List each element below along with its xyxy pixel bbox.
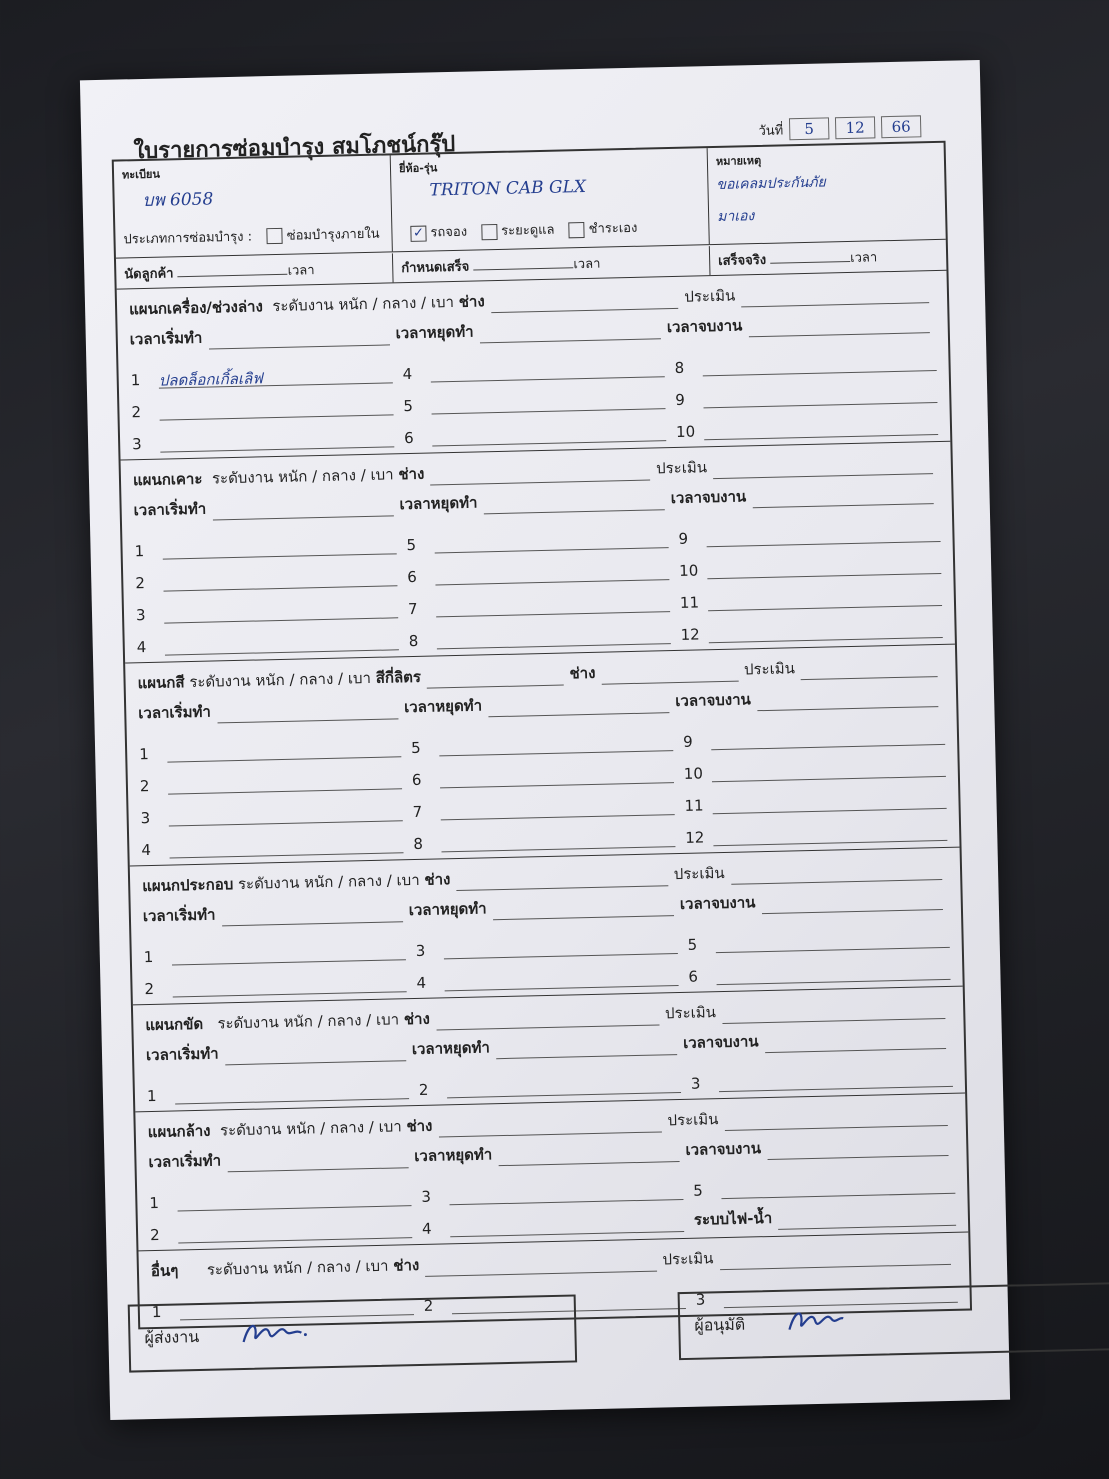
body-item-4[interactable] [165, 635, 399, 655]
polish-item-3[interactable] [719, 1072, 953, 1092]
engine-item-6[interactable] [432, 426, 666, 446]
approver-box [678, 1282, 1109, 1360]
section-assembly: แผนกประกอบ ระดับงาน หนัก / กลาง / เบา ช่าง ประเมิน เวลาเริ่มทำ เวลาหยุดทำ เวลาจบงาน 1 3 5 2 4 6 [130, 848, 963, 1006]
end-label: เวลาจบงาน [670, 487, 747, 508]
eval-label: ประเมิน [662, 1249, 714, 1269]
stop-label: เวลาหยุดทำ [399, 493, 478, 514]
level-options: หนัก / กลาง / เบา [338, 292, 455, 314]
brand-label: ยี่ห้อ-รุ่น [398, 161, 438, 176]
eval-label: ประเมิน [667, 1110, 719, 1130]
section-name: อื่นๆ [150, 1261, 179, 1281]
section-engine: แผนกเครื่อง/ช่วงล่าง ระดับงาน หนัก / กลาง / เบา ช่าง ประเมิน เวลาเริ่มทำ เวลาหยุดทำ เวลาจบงาน 1 ปลดล็อกเกิ้ลเลิฟ 4 8 2 5 9 3 6 10 [117, 271, 951, 461]
tech-label: ช่าง [458, 292, 485, 311]
level-options: หนัก / กลาง / เบา [255, 668, 372, 690]
section-polish: แผนกขัด ระดับงาน หนัก / กลาง / เบา ช่าง ประเมิน เวลาเริ่มทำ เวลาหยุดทำ เวลาจบงาน 1 2 3 [133, 987, 965, 1113]
eval-label: ประเมิน [673, 863, 725, 884]
tech-label: ช่าง [406, 1116, 433, 1136]
brand-value: TRITON CAB GLX [429, 176, 587, 201]
date-label: วันที่ [758, 122, 784, 139]
section-name: แผนกประกอบ [142, 875, 234, 896]
checkbox-care[interactable] [481, 223, 497, 239]
vehicle-row [114, 143, 946, 259]
end-label: เวลาจบงาน [682, 1032, 759, 1052]
start-label: เวลาเริ่มทำ [138, 702, 212, 723]
level-label: ระดับงาน [219, 1120, 282, 1140]
end-label: เวลาจบงาน [679, 893, 756, 913]
level-label: ระดับงาน [211, 468, 274, 488]
sender-label: ผู้ส่งงาน [144, 1326, 200, 1347]
section-wash: แผนกล้าง ระดับงาน หนัก / กลาง / เบา ช่าง ประเมิน เวลาเริ่มทำ เวลาหยุดทำ เวลาจบงาน 1 3 5 2 4 ระบบไฟ-น้ำ [135, 1094, 968, 1252]
body-item-8[interactable] [437, 629, 671, 649]
eval-label: ประเมิน [664, 1003, 717, 1023]
stop-label: เวลาหยุดทำ [414, 1145, 493, 1166]
polish-item-2[interactable] [447, 1078, 681, 1098]
assembly-item-6[interactable] [716, 965, 950, 985]
section-name: แผนกเคาะ [132, 469, 203, 490]
note-label: หมายเหตุ [715, 153, 762, 168]
paint-item-12[interactable] [713, 826, 947, 846]
repair-form [112, 141, 972, 1330]
type-label: ประเภทการซ่อมบำรุง : [123, 229, 253, 248]
level-options: หนัก / กลาง / เบา [283, 1010, 400, 1032]
done-label: เสร็จจริง [718, 252, 767, 269]
section-paint: แผนกสี ระดับงาน หนัก / กลาง / เบา สีกี่ลิตร ช่าง ประเมิน เวลาเริ่มทำ เวลาหยุดทำ เวลาจบงาน 1 5 9 2 6 10 3 7 11 4 8 12 [125, 645, 959, 867]
engine-item-3[interactable] [160, 432, 394, 452]
level-label: ระดับงาน [237, 873, 300, 893]
level-label: ระดับงาน [272, 295, 334, 316]
electric-water-label: ระบบไฟ-น้ำ [693, 1208, 773, 1229]
section-name: แผนกสี [137, 673, 185, 693]
done-time-label: เวลา [850, 249, 878, 266]
checkbox-self-pay[interactable] [569, 221, 585, 237]
stop-label: เวลาหยุดทำ [395, 322, 474, 343]
plate-label: ทะเบียน [121, 167, 161, 182]
checkbox-internal[interactable] [267, 227, 283, 243]
type-options-row [400, 217, 637, 243]
engine-item-10[interactable] [704, 420, 938, 440]
type-option-reserved: รถจอง [430, 224, 468, 241]
eval-label: ประเมิน [743, 659, 796, 679]
appointment-label: นัดลูกค้า [124, 265, 174, 282]
start-label: เวลาเริ่มทำ [145, 1044, 219, 1065]
date-year: 66 [881, 115, 921, 138]
type-option-self-pay: ชำระเอง [588, 220, 638, 237]
stop-label: เวลาหยุดทำ [403, 696, 483, 717]
eval-label: ประเมิน [684, 286, 736, 306]
section-other: อื่นๆ ระดับงาน หนัก / กลาง / เบา ช่าง ประเมิน 1 2 3 [138, 1233, 970, 1328]
repair-form-paper [80, 60, 1010, 1420]
sender-box [128, 1294, 577, 1372]
polish-item-1[interactable] [175, 1084, 409, 1104]
paint-item-4[interactable] [169, 838, 403, 858]
tech-label: ช่าง [569, 663, 596, 683]
body-item-12[interactable] [709, 623, 943, 643]
assembly-item-4[interactable] [444, 971, 678, 991]
end-label: เวลาจบงาน [666, 316, 743, 337]
due-time-label: เวลา [573, 256, 601, 272]
date-field [758, 115, 921, 141]
assembly-item-2[interactable] [172, 977, 406, 997]
electric-water-field[interactable] [778, 1211, 956, 1230]
level-options: หนัก / กลาง / เบา [286, 1117, 402, 1138]
section-name: แผนกขัด [145, 1014, 204, 1035]
tech-label: ช่าง [398, 464, 425, 484]
wash-item-2[interactable] [178, 1223, 412, 1243]
level-options: หนัก / กลาง / เบา [303, 870, 420, 892]
section-body: แผนกเคาะ ระดับงาน หนัก / กลาง / เบา ช่าง ประเมิน เวลาเริ่มทำ เวลาหยุดทำ เวลาจบงาน 1 5 9 2 6 10 3 7 11 4 8 12 [121, 442, 955, 664]
date-month: 12 [835, 116, 875, 139]
appointment-time-label: เวลา [287, 262, 315, 279]
wash-item-4[interactable] [450, 1217, 684, 1237]
type-option-care: ระยะดูแล [501, 222, 555, 239]
page-title: ใบรายการซ่อมบำรุง สมโภชน์กรุ๊ป [133, 131, 456, 165]
eval-label: ประเมิน [655, 458, 708, 478]
approver-label: ผู้อนุมัติ [694, 1314, 746, 1335]
due-label: กำหนดเสร็จ [401, 259, 470, 276]
note-value-1: ขอเคลมประกันภัย [716, 174, 826, 193]
section-name: แผนกเครื่อง/ช่วงล่าง [128, 297, 263, 319]
checkbox-reserved[interactable]: ✓ [410, 225, 426, 241]
sender-signature [239, 1315, 310, 1357]
section-name: แผนกล้าง [147, 1121, 211, 1142]
end-label: เวลาจบงาน [675, 690, 751, 711]
paint-item-8[interactable] [441, 832, 675, 852]
start-label: เวลาเริ่มทำ [142, 905, 216, 926]
approver-signature [785, 1302, 846, 1343]
tech-label: ช่าง [424, 870, 451, 889]
engine-item-1[interactable]: ปลดล็อกเกิ้ลเลิฟ [159, 368, 393, 388]
start-label: เวลาเริ่มทำ [129, 328, 203, 349]
date-day: 5 [789, 117, 829, 140]
end-label: เวลาจบงาน [685, 1139, 762, 1159]
paint-liters-label: สีกี่ลิตร [375, 667, 422, 687]
level-label: ระดับงาน [217, 1013, 280, 1033]
plate-value: บพ 6058 [142, 189, 214, 211]
tech-label: ช่าง [403, 1009, 430, 1029]
level-options: หนัก / กลาง / เบา [277, 465, 394, 486]
stop-label: เวลาหยุดทำ [408, 899, 487, 920]
stop-label: เวลาหยุดทำ [411, 1038, 490, 1059]
level-options: หนัก / กลาง / เบา [272, 1256, 389, 1278]
type-option-internal: ซ่อมบำรุงภายใน [286, 226, 380, 244]
start-label: เวลาเริ่มทำ [133, 499, 207, 520]
tech-label: ช่าง [393, 1255, 420, 1275]
start-label: เวลาเริ่มทำ [148, 1151, 222, 1172]
level-label: ระดับงาน [189, 671, 251, 692]
type-row [123, 222, 387, 249]
level-label: ระดับงาน [206, 1259, 269, 1279]
note-value-2: มาเอง [716, 208, 755, 225]
